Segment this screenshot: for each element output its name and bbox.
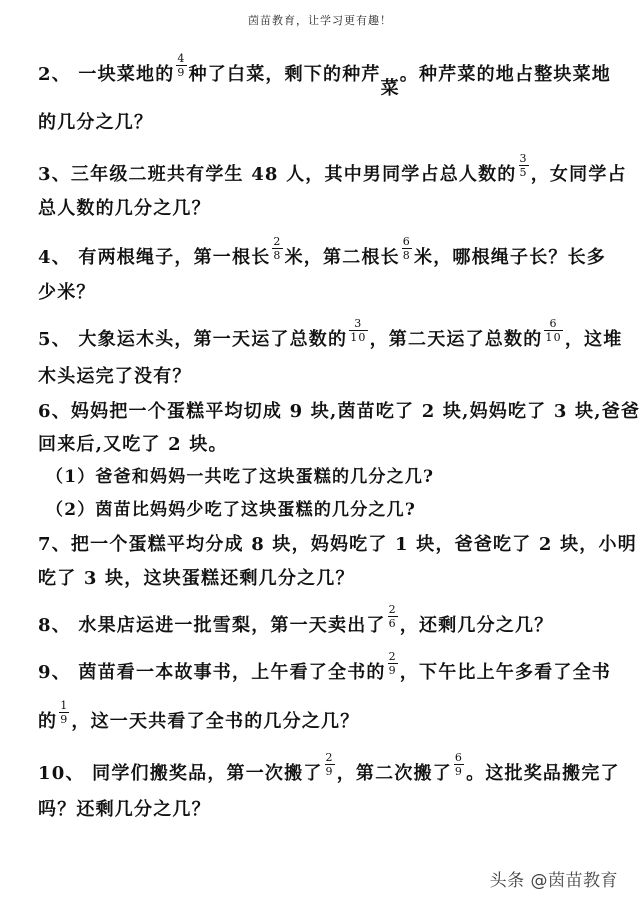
problem-6-question-1: （1）爸爸和妈妈一共吃了这块蛋糕的几分之几? [46,467,435,487]
problem-9-line-2 [38,698,360,735]
text: ，女同学占 [530,164,627,185]
offset-char: 菜 [380,78,400,99]
denominator: 6 [388,616,397,630]
problem-10-line-2: 吗？还剩几分之几？ [38,799,211,820]
text: 4、 有两根绳子，第一根长 [38,247,271,268]
problem-2-line-1 [38,51,611,99]
problem-7-line-1: 7、把一个蛋糕平均分成 8 块，妈妈吃了 1 块，爸爸吃了 2 块，小明 [38,534,637,555]
problem-6-line-1: 6、妈妈把一个蛋糕平均切成 9 块,茵苗吃了 2 块,妈妈吃了 3 块,爸爸 [38,401,640,422]
watermark: 头条 @茵苗教育 [489,871,618,891]
fraction [454,752,464,777]
problem-9-line-1 [38,649,611,686]
denominator: 9 [388,663,397,677]
fraction [544,318,562,343]
text: 米，第二根长 [284,247,400,268]
numerator: 2 [273,234,282,248]
denominator: 9 [60,712,69,726]
fraction [349,318,367,343]
problem-5-line-1 [38,316,623,353]
numerator: 3 [354,316,363,330]
text: ，下午比上午多看了全书 [399,662,611,683]
text: ，这一天共看了全书的几分之几？ [71,711,360,732]
fraction [176,53,186,78]
fraction [402,236,412,261]
fraction [59,700,69,725]
fraction [388,604,398,629]
problem-8-line-1 [38,602,554,639]
problem-3-line-1 [38,151,627,188]
problem-2-line-2: 的几分之几？ [38,112,154,133]
text: 种了白菜，剩下的种芹 [188,64,381,85]
numerator: 4 [177,51,186,65]
fraction [325,752,335,777]
denominator: 5 [519,165,528,179]
numerator: 2 [388,649,397,663]
problem-4-line-2: 少米？ [38,282,96,303]
numerator: 1 [60,698,69,712]
denominator: 8 [273,248,282,262]
text: 5、 大象运木头，第一天运了总数的 [38,329,348,350]
denominator: 9 [454,764,464,778]
denominator: 10 [350,330,367,344]
problem-3-line-2: 总人数的几分之几？ [38,198,211,219]
problem-4-line-1 [38,234,606,271]
fraction [388,651,398,676]
denominator: 10 [545,330,562,344]
problem-6-question-2: （2）茵苗比妈妈少吃了这块蛋糕的几分之几? [46,500,416,520]
text: 9、 茵苗看一本故事书，上午看了全书的 [38,662,386,683]
numerator: 3 [519,151,528,165]
denominator: 8 [402,248,411,262]
numerator: 2 [388,602,397,616]
fraction [519,153,529,178]
problem-10-line-1 [38,750,620,787]
text: 的 [38,711,58,732]
numerator: 6 [402,234,411,248]
text: 。这批奖品搬完了 [466,763,620,784]
numerator: 6 [549,316,558,330]
text: 米，哪根绳子长？长多 [414,247,606,268]
text: ，这堆 [564,329,623,350]
problem-5-line-2: 木头运完了没有？ [38,366,192,387]
numerator: 2 [325,750,334,764]
fraction [272,236,282,261]
text: 。种芹菜的地占整块菜地 [399,64,611,85]
denominator: 9 [325,764,334,778]
problem-7-line-2: 吃了 3 块，这块蛋糕还剩几分之几？ [38,568,355,589]
text: 3、三年级二班共有学生 48 人，其中男同学占总人数的 [38,164,517,185]
text: ，还剩几分之几？ [399,615,554,636]
text: 2、 一块菜地的 [38,64,175,85]
text: ，第二天运了总数的 [369,329,543,350]
denominator: 9 [177,65,186,79]
numerator: 6 [454,750,464,764]
text: 10、 同学们搬奖品，第一次搬了 [38,763,323,784]
text: 8、 水果店运进一批雪梨，第一天卖出了 [38,615,386,636]
text: ，第二次搬了 [336,763,452,784]
page-header: 茵苗教育，让学习更有趣！ [248,14,392,27]
problem-6-line-2: 回来后,又吃了 2 块。 [38,434,228,455]
